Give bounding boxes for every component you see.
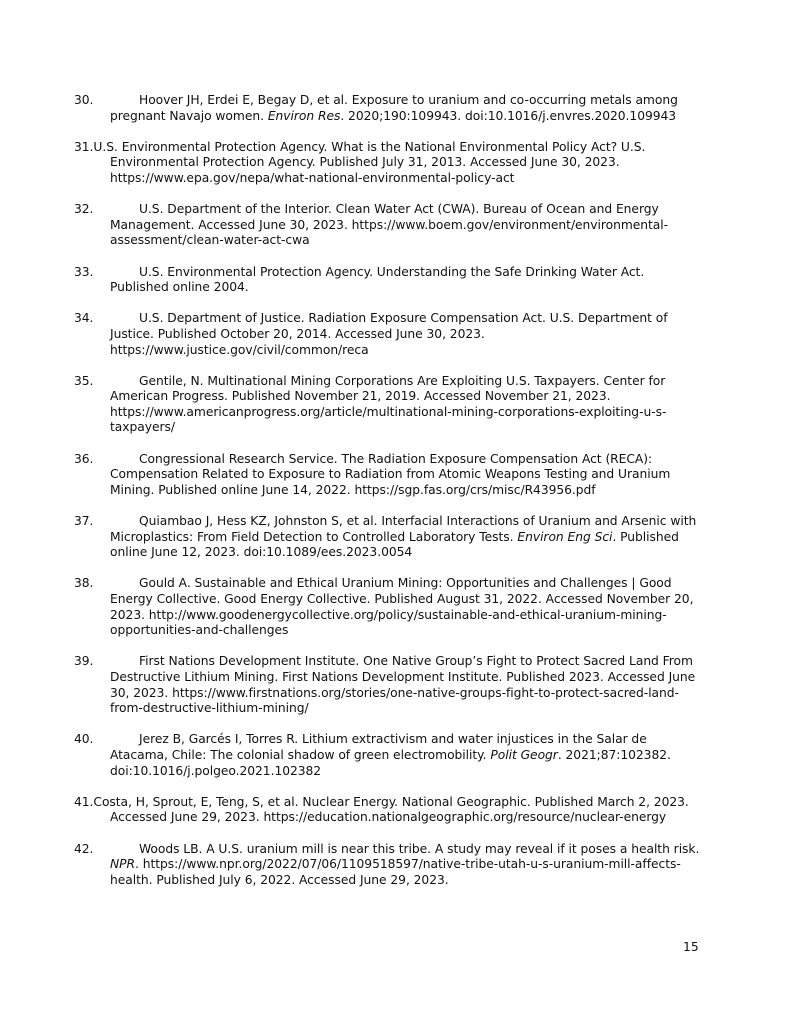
journal-title: Environ Res xyxy=(267,108,341,123)
reference-number: 32. xyxy=(74,202,94,217)
reference-entry xyxy=(74,264,702,296)
journal-title: NPR xyxy=(110,857,136,872)
reference-text: Costa, H, Sprout, E, Teng, S, et al. Nuclear Energy. National Geographic. Published March 2, 2023. Accessed June 29, 2023. https://education.nationalgeographic.org/resource/nuclear-energy xyxy=(93,794,689,825)
reference-number: 33. xyxy=(74,264,94,279)
page-number: 15 xyxy=(683,940,699,954)
reference-entry xyxy=(74,794,702,826)
reference-number: 38. xyxy=(74,576,94,591)
reference-number: 40. xyxy=(74,732,94,747)
reference-text: . 2021;87:102382. doi:10.1016/j.polgeo.2021.102382 xyxy=(110,747,671,778)
journal-title: Polit Geogr xyxy=(490,747,558,762)
reference-number: 36. xyxy=(74,451,94,466)
reference-text: . https://www.npr.org/2022/07/06/1109518597/native-tribe-utah-u-s-uranium-mill-affects-health. Published July 6, 2022. Accessed June 29, 2023. xyxy=(110,857,681,887)
reference-entry xyxy=(74,451,702,499)
reference-text: Hoover JH, Erdei E, Begay D, et al. Exposure to uranium and co-occurring metals among pregnant Navajo women. xyxy=(110,93,678,123)
reference-text: U.S. Department of Justice. Radiation Exposure Compensation Act. U.S. Department of Justice. Published October 20, 2014. Accessed June 30, 2023. https://www.justice.gov/civil/common/reca xyxy=(110,311,668,357)
reference-number: 39. xyxy=(74,654,94,669)
reference-text: U.S. Environmental Protection Agency. What is the National Environmental Policy Act? U.S. Environmental Protection Agency. Published July 31, 2013. Accessed June 30, 2023. https://www.epa.gov/nepa/what-national-environmental-policy-act xyxy=(93,139,646,185)
reference-number: 30. xyxy=(74,93,94,107)
reference-number: 31. xyxy=(74,139,94,154)
reference-text: Jerez B, Garcés I, Torres R. Lithium extractivism and water injustices in the Salar de Atacama, Chile: The colonial shadow of green electromobility. xyxy=(110,732,647,762)
reference-text: . Published online June 12, 2023. doi:10.1089/ees.2023.0054 xyxy=(110,529,679,560)
reference-entry xyxy=(74,373,702,436)
reference-text: U.S. Department of the Interior. Clean Water Act (CWA). Bureau of Ocean and Energy Management. Accessed June 30, 2023. https://www.boem.gov/environment/environmental-assessment/clean-water-act-cwa xyxy=(110,202,669,248)
reference-text: Woods LB. A U.S. uranium mill is near this tribe. A study may reveal if it poses a health risk. xyxy=(139,841,700,856)
reference-entry xyxy=(74,202,702,249)
reference-entry xyxy=(74,576,702,638)
reference-entry xyxy=(74,139,702,187)
reference-entry xyxy=(74,311,702,358)
journal-title: Environ Eng Sci xyxy=(517,529,613,544)
reference-text: U.S. Environmental Protection Agency. Understanding the Safe Drinking Water Act. Published online 2004. xyxy=(110,264,645,295)
reference-list xyxy=(74,93,702,904)
reference-text: First Nations Development Institute. One Native Group’s Fight to Protect Sacred Land From Destructive Lithium Mining. First Nations Development Institute. Published 2023. Accessed June 30, 2023. https://www.firstnations.org/stories/one-native-groups-fight-to-protect-sacred-land-from-destructive-lithium-mining/ xyxy=(110,654,696,716)
reference-entry xyxy=(74,93,702,124)
reference-entry xyxy=(74,732,702,779)
reference-entry xyxy=(74,841,702,889)
reference-text: Congressional Research Service. The Radiation Exposure Compensation Act (RECA): Compensation Related to Exposure to Radiation from Atomic Weapons Testing and Uranium Mining. Published online June 14, 2022. https://sgp.fas.org/crs/misc/R43956.pdf xyxy=(110,451,671,497)
reference-entry xyxy=(74,654,702,716)
reference-text: . 2020;190:109943. doi:10.1016/j.envres.2020.109943 xyxy=(340,108,677,123)
reference-text: Quiambao J, Hess KZ, Johnston S, et al. Interfacial Interactions of Uranium and Arsenic with Microplastics: From Field Detection to Controlled Laboratory Tests. xyxy=(110,514,697,544)
reference-entry xyxy=(74,514,702,561)
reference-text: Gould A. Sustainable and Ethical Uranium Mining: Opportunities and Challenges | Good Energy Collective. Good Energy Collective. Published August 31, 2022. Accessed November 20, 2023. http://www.goodenergycollective.org/policy/sustainable-and-ethical-uranium-mining-opportunities-and-challenges xyxy=(110,576,694,638)
reference-number: 37. xyxy=(74,514,94,529)
reference-number: 34. xyxy=(74,311,94,326)
reference-number: 35. xyxy=(74,373,94,388)
reference-number: 41. xyxy=(74,794,94,809)
reference-text: Gentile, N. Multinational Mining Corporations Are Exploiting U.S. Taxpayers. Center for American Progress. Published November 21, 2019. Accessed November 21, 2023. https://www.americanprogress.org/article/multinational-mining-corporations-exploiting-u-s-taxpayers/ xyxy=(110,373,667,435)
reference-number: 42. xyxy=(74,841,94,856)
